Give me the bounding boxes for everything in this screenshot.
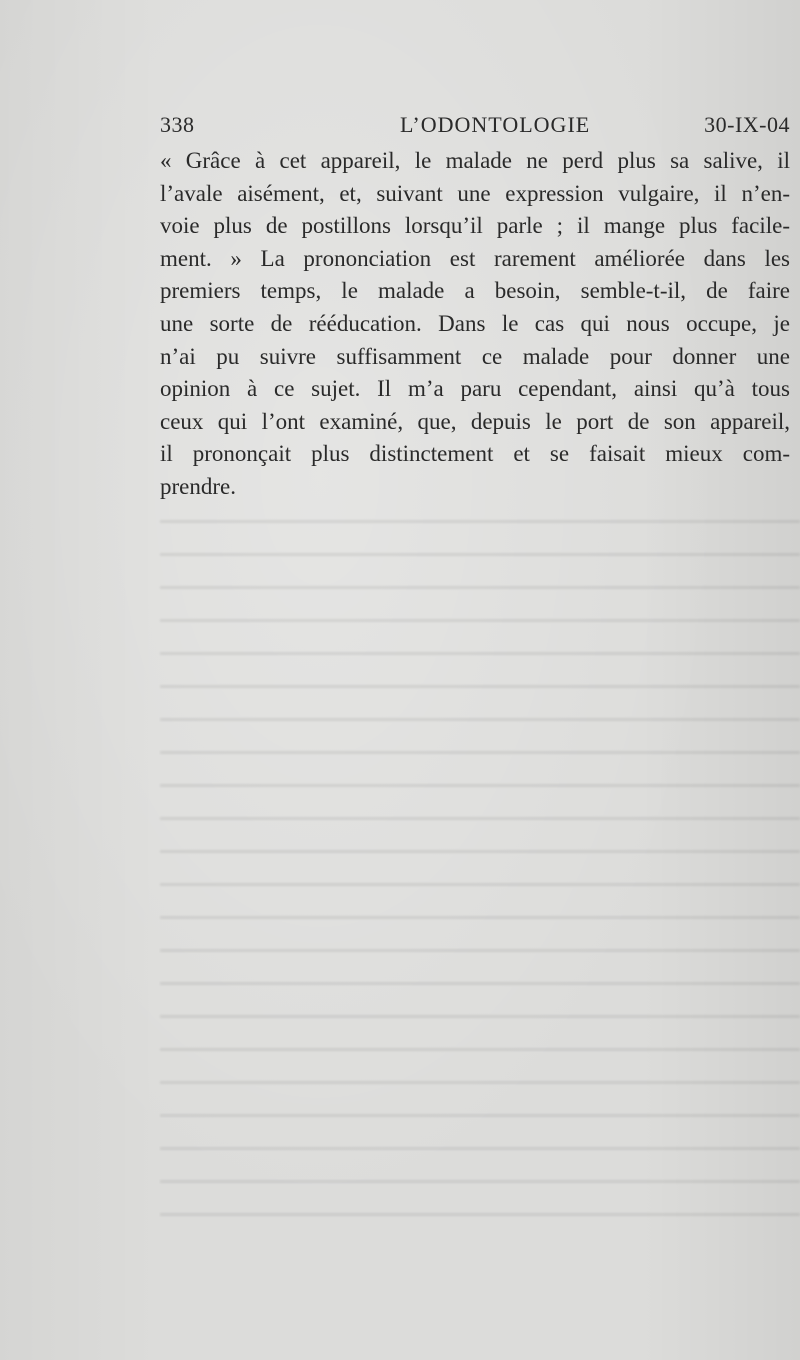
- text-line: l’avale aisément, et, suivant une expression vulgaire, il n’en-: [160, 180, 790, 206]
- show-through-text: [160, 520, 800, 1240]
- text-line: « Grâce à cet appareil, le malade ne perd plus sa salive, il: [160, 148, 790, 173]
- text-line: n’ai pu suivre suffisamment ce malade pour donner une: [160, 343, 790, 369]
- running-head: [160, 112, 790, 142]
- text-line: ment. » La prononciation est rarement améliorée dans les: [160, 245, 790, 271]
- text-line: il prononçait plus distinctement et se faisait mieux com-: [160, 441, 790, 467]
- page-number: 338: [160, 112, 195, 137]
- text-line: opinion à ce sujet. Il m’a paru cependant, ainsi qu’à tous: [160, 376, 790, 402]
- text-line: ceux qui l’ont examiné, que, depuis le port de son appareil,: [160, 408, 790, 434]
- text-line: prendre.: [160, 473, 236, 499]
- body-paragraph: [160, 145, 790, 504]
- issue-date: 30-IX-04: [704, 112, 790, 137]
- text-line: voie plus de postillons lorsqu’il parle ; il mange plus facile-: [160, 213, 790, 239]
- journal-title: L’ODONTOLOGIE: [400, 112, 591, 137]
- text-line: premiers temps, le malade a besoin, semble-t-il, de faire: [160, 278, 790, 304]
- text-line: une sorte de rééducation. Dans le cas qui nous occupe, je: [160, 310, 790, 336]
